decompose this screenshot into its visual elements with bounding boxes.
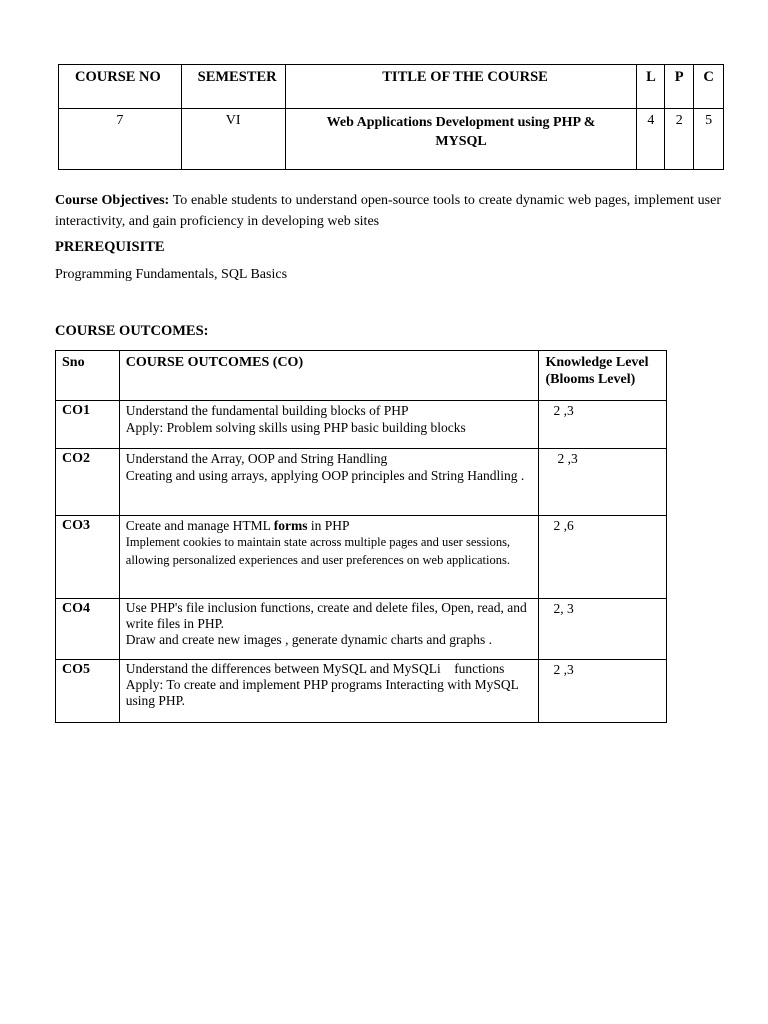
co-line-part: Create and manage HTML xyxy=(125,518,274,533)
table-row xyxy=(56,401,667,449)
co-sno: CO2 xyxy=(56,449,120,516)
semester-value: VI xyxy=(181,109,285,170)
co-line-part: in PHP xyxy=(307,518,350,533)
practical-value: 2 xyxy=(665,109,694,170)
course-title-header: TITLE OF THE COURSE xyxy=(285,65,637,109)
co-line: Understand the fundamental building blocks of PHP xyxy=(125,403,409,418)
objectives-text: To enable students to understand open-source tools to create dynamic web pages, implement user interactivity, and gain proficiency in developing web sites xyxy=(55,193,721,229)
co-line: Understand the differences between MySQL and MySQLi functions xyxy=(125,661,505,676)
knowledge-level-header xyxy=(539,351,667,401)
knowledge-level-header-line2: (Blooms Level) xyxy=(545,372,636,387)
co-line: Understand the Array, OOP and String Handling xyxy=(125,451,388,466)
co-level: 2, 3 xyxy=(539,599,667,660)
co-sno: CO1 xyxy=(56,401,120,449)
co-line: Apply: Problem solving skills using PHP basic building blocks xyxy=(125,420,466,435)
knowledge-level-header-line1: Knowledge Level xyxy=(545,355,649,370)
co-line xyxy=(126,517,533,534)
co-sno: CO4 xyxy=(56,599,120,660)
co-level: 2 ,3 xyxy=(539,449,667,516)
table-row xyxy=(56,516,667,599)
lecture-header: L xyxy=(637,65,665,109)
co-sno: CO3 xyxy=(56,516,120,599)
course-title-value: Web Applications Development using PHP & MYSQL xyxy=(285,109,637,170)
lecture-value: 4 xyxy=(637,109,665,170)
co-level: 2 ,6 xyxy=(539,516,667,599)
objectives-label: Course Objectives: xyxy=(55,193,170,208)
course-outcomes-heading: COURSE OUTCOMES: xyxy=(55,323,209,339)
course-no-value: 7 xyxy=(59,109,182,170)
co-line: Apply: To create and implement PHP programs Interacting with MySQL using PHP. xyxy=(125,677,519,708)
co-description xyxy=(119,660,539,723)
co-level: 2 ,3 xyxy=(539,401,667,449)
semester-header: SEMESTER xyxy=(181,65,285,109)
credits-header: C xyxy=(694,65,724,109)
co-line-bold: forms xyxy=(273,518,308,533)
course-header-row xyxy=(59,65,724,109)
course-info-table xyxy=(58,64,724,170)
co-line: Creating and using arrays, applying OOP principles and String Handling . xyxy=(125,468,525,483)
co-line: Use PHP's file inclusion functions, create and delete files, Open, read, and write files in PHP. xyxy=(125,600,527,631)
co-description xyxy=(119,401,539,449)
course-no-header: COURSE NO xyxy=(59,65,182,109)
outcomes-header-row xyxy=(56,351,667,401)
outcome-header: COURSE OUTCOMES (CO) xyxy=(119,351,539,401)
co-description xyxy=(119,599,539,660)
sno-header: Sno xyxy=(56,351,120,401)
table-row xyxy=(56,660,667,723)
co-line: Implement cookies to maintain state across multiple pages and user sessions, allowing personalized experiences and user preferences on web applications. xyxy=(125,535,511,567)
course-outcomes-table xyxy=(55,350,667,723)
co-description xyxy=(119,449,539,516)
credits-value: 5 xyxy=(694,109,724,170)
prerequisite-heading: PREREQUISITE xyxy=(55,239,165,255)
co-sno: CO5 xyxy=(56,660,120,723)
practical-header: P xyxy=(665,65,694,109)
table-row xyxy=(56,449,667,516)
course-data-row xyxy=(59,109,724,170)
course-objectives xyxy=(55,190,721,232)
prerequisite-text: Programming Fundamentals, SQL Basics xyxy=(55,267,288,282)
co-description xyxy=(119,516,539,599)
table-row xyxy=(56,599,667,660)
co-line: Draw and create new images , generate dynamic charts and graphs . xyxy=(125,632,492,647)
co-level: 2 ,3 xyxy=(539,660,667,723)
